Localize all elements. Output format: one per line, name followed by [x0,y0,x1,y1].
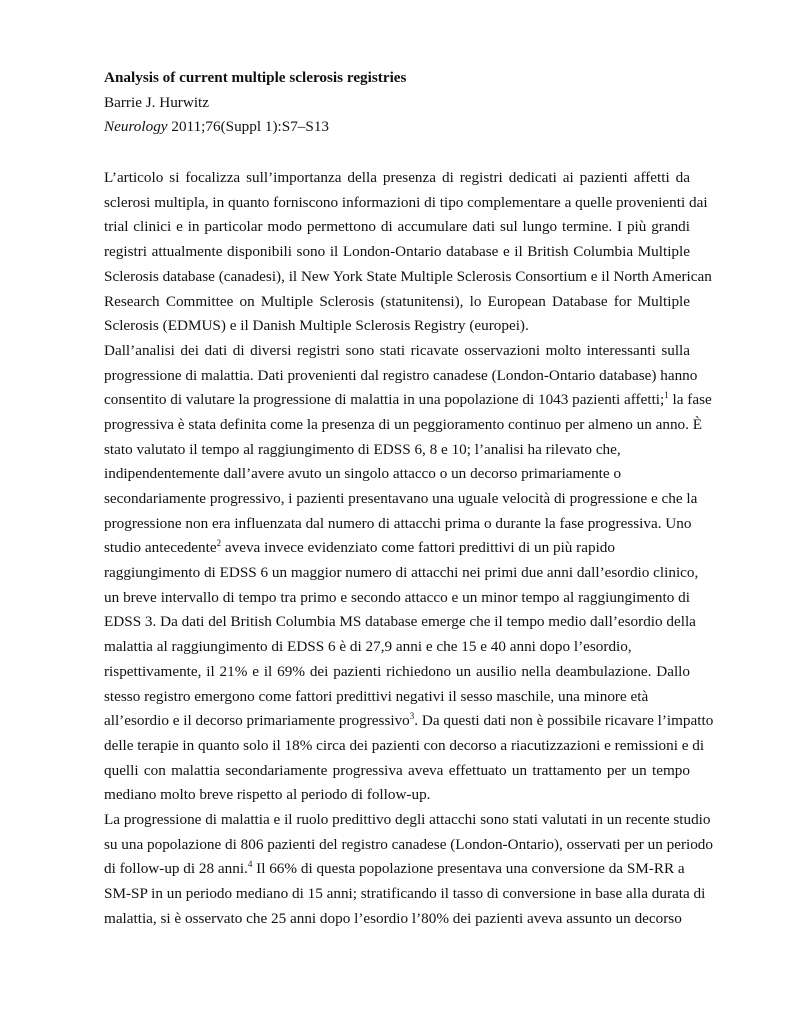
paragraph-2-line: EDSS 3. Da dati del British Columbia MS database emerge che il tempo medio dall’esordio della [104,613,696,631]
paragraph-2-line: quelli con malattia secondariamente progressiva aveva effettuato un trattamento per un tempo [104,761,690,779]
paragraph-2-line: consentito di valutare la progressione di malattia in una popolazione di 1043 pazienti affetti;$^1$ la fase [104,390,712,409]
paragraph-1-line: sclerosi multipla, in quanto forniscono informazioni di tipo complementare a quelle provenienti dai [104,193,708,211]
paragraph-3-line: malattia, si è osservato che 25 anni dopo l’esordio l’80% dei pazienti aveva assunto un decorso [104,909,682,927]
paragraph-1-line: trial clinici e in particolar modo permettono di accumulare dati sul lungo termine. I più grandi [104,218,690,236]
footnote-ref: 3 [409,711,415,722]
footnote-ref: 2 [216,538,222,549]
footnote-ref: 1 [664,390,669,401]
paragraph-2-line: stato valutato il tempo al raggiungimento di EDSS 6, 8 e 10; l’analisi ha rilevato che, [104,440,621,458]
paragraph-3-line: su una popolazione di 806 pazienti del registro canadese (London-Ontario), osservati per un periodo [104,835,713,853]
paragraph-2-line: stesso registro emergono come fattori predittivi negativi il sesso maschile, una minore età [104,687,649,705]
paragraph-2-line: malattia al raggiungimento di EDSS 6 è di 27,9 anni e che 15 e 40 anni dopo l’esordio, [104,638,632,656]
paragraph-2-line: delle terapie in quanto solo il 18% circa dei pazienti con decorso a riacutizzazioni e remissioni e di [104,736,705,754]
citation-details: 2011;76(Suppl 1):S7–S13 [167,118,330,136]
footnote-ref: 4 [247,859,253,870]
paragraph-2-line: progressiva è stata definita come la presenza di un peggioramento continuo per almeno un anno. È [104,415,703,433]
article-citation [104,115,690,140]
paragraph-1-line: Sclerosis (EDMUS) e il Danish Multiple Sclerosis Registry (europei). [104,317,529,335]
paragraph-2-line: studio antecedente$^2$ aveva invece evidenziato come fattori predittivi di un più rapido [104,538,615,557]
paragraph-1-line: registri attualmente disponibili sono il London-Ontario database e il British Columbia Multiple [104,243,690,261]
paragraph-2-line: indipendentemente dall’avere avuto un singolo attacco o un decorso primariamente o [104,465,622,483]
document-page [104,66,714,931]
paragraph-2-line: raggiungimento di EDSS 6 un maggior numero di attacchi nei primi due anni dall’esordio clinico, [104,564,699,582]
paragraph-3-line: SM-SP in un periodo mediano di 15 anni; stratificando il tasso di conversione in base alla durata di [104,885,706,902]
paragraph-1-line: L’articolo si focalizza sull’importanza della presenza di registri dedicati ai pazienti affetti da [104,169,690,187]
paragraph-2-line: un breve intervallo di tempo tra primo e secondo attacco e un minor tempo al raggiungimento di [104,588,690,606]
paragraph-2-line: rispettivamente, il 21% e il 69% dei pazienti richiedono un ausilio nella deambulazione. Dallo [104,662,690,680]
paragraph-3-line: di follow-up di 28 anni.$^4$ Il 66% di questa popolazione presentava una conversione da SM-RR a [104,859,685,878]
header-spacer [104,140,690,166]
paragraph-2-line: mediano molto breve rispetto al periodo di follow-up. [104,786,431,804]
article-title: Analysis of current multiple sclerosis registries [104,69,407,86]
paragraph-3-line: La progressione di malattia e il ruolo predittivo degli attacchi sono stati valutati in un recente studio [104,810,711,828]
paragraph-2-line: progressione non era influenzata dal numero di attacchi prima o durante la fase progressiva. Uno [104,514,692,532]
paragraph-2-line: Dall’analisi dei dati di diversi registri sono stati ricavate osservazioni molto interessanti sulla [104,341,690,359]
paragraph-1-line: Sclerosis database (canadesi), il New York State Multiple Sclerosis Consortium e il North American [104,267,712,285]
paragraph-2-line: progressione di malattia. Dati provenienti dal registro canadese (London-Ontario database) hanno [104,366,698,384]
paragraph-2-line: secondariamente progressivo, i pazienti presentavano una uguale velocità di progressione e che la [104,490,698,507]
journal-name: Neurology [104,118,168,136]
article-author: Barrie J. Hurwitz [104,93,210,111]
paragraph-2-line: all’esordio e il decorso primariamente progressivo$^3$. Da questi dati non è possibile ricavare l’impatto [104,711,714,730]
paragraph-1-line: Research Committee on Multiple Sclerosis (statunitensi), lo European Database for Multiple [104,292,690,310]
